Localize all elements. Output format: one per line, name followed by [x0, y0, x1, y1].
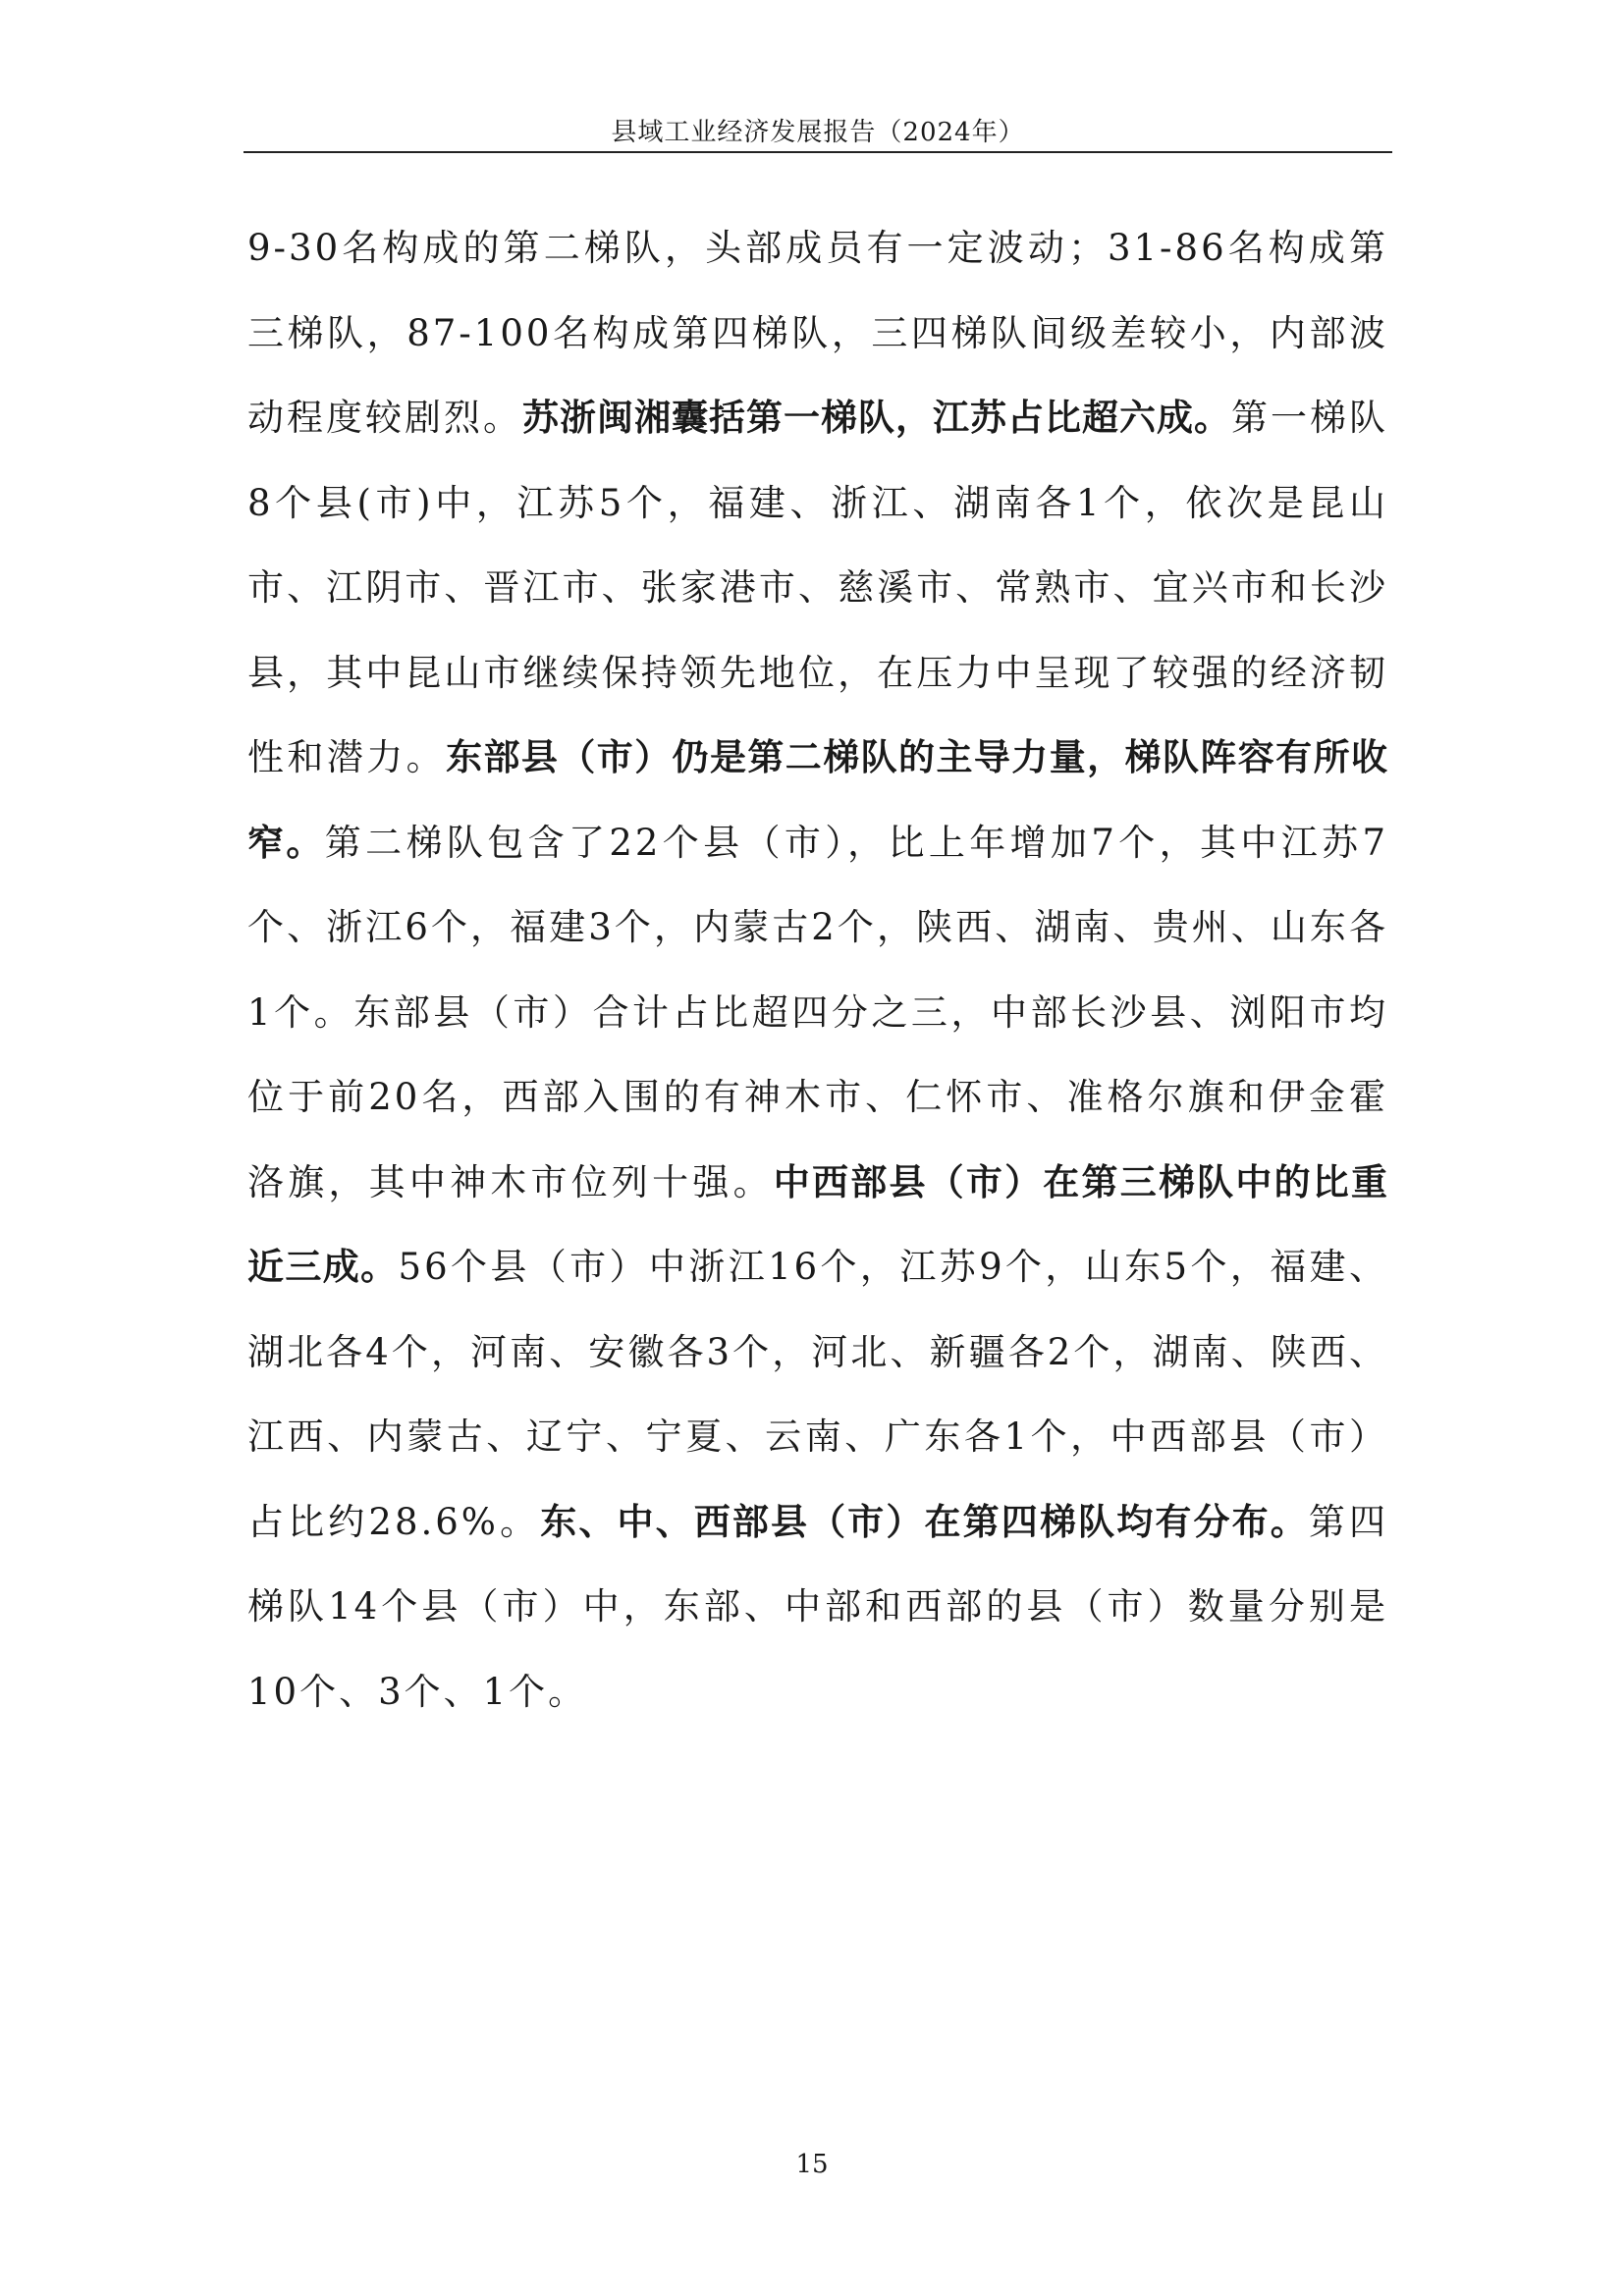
- bold-lead-sentence: 东、中、西部县（市）在第四梯队均有分布。: [540, 1500, 1309, 1543]
- body-paragraph: [247, 206, 1388, 1735]
- header-divider: [244, 151, 1392, 153]
- paragraph-text: 9-30名构成的第二梯队，头部成员有一定波动；31-86名构成第三梯队，87-100名构成第四梯队，三四梯队间级差较小，内部波动程度较剧烈。: [247, 227, 1388, 439]
- paragraph-text: 第一梯队8个县(市)中，江苏5个，福建、浙江、湖南各1个，依次是昆山市、江阴市、晋江市、张家港市、慈溪市、常熟市、宜兴市和长沙县，其中昆山市继续保持领先地位，在压力中呈现了较强的经济韧性和潜力。: [247, 397, 1388, 778]
- page-number: 15: [795, 2150, 829, 2179]
- bold-lead-sentence: 东部县（市）仍是第二梯队的主导力量，梯队阵容有所收窄。: [247, 736, 1389, 864]
- bold-lead-sentence: 中西部县（市）在第三梯队中的比重近三成。: [247, 1160, 1389, 1288]
- running-header: 县域工业经济发展报告（2024年）: [611, 118, 1025, 147]
- paragraph-text: 56个县（市）中浙江16个，江苏9个，山东5个，福建、湖北各4个，河南、安徽各3个，河北、新疆各2个，湖南、陕西、江西、内蒙古、辽宁、宁夏、云南、广东各1个，中西部县（市）占比约28.6%。: [247, 1246, 1389, 1543]
- bold-lead-sentence: 苏浙闽湘囊括第一梯队，江苏占比超六成。: [522, 397, 1231, 439]
- paragraph-text: 第四梯队14个县（市）中，东部、中部和西部的县（市）数量分别是10个、3个、1个。: [247, 1500, 1389, 1713]
- paragraph-text: 第二梯队包含了22个县（市），比上年增加7个，其中江苏7个、浙江6个，福建3个，内蒙古2个，陕西、湖南、贵州、山东各1个。东部县（市）合计占比超四分之三，中部长沙县、浏阳市均位于前20名，西部入围的有神木市、仁怀市、准格尔旗和伊金霍洛旗，其中神木市位列十强。: [247, 821, 1389, 1203]
